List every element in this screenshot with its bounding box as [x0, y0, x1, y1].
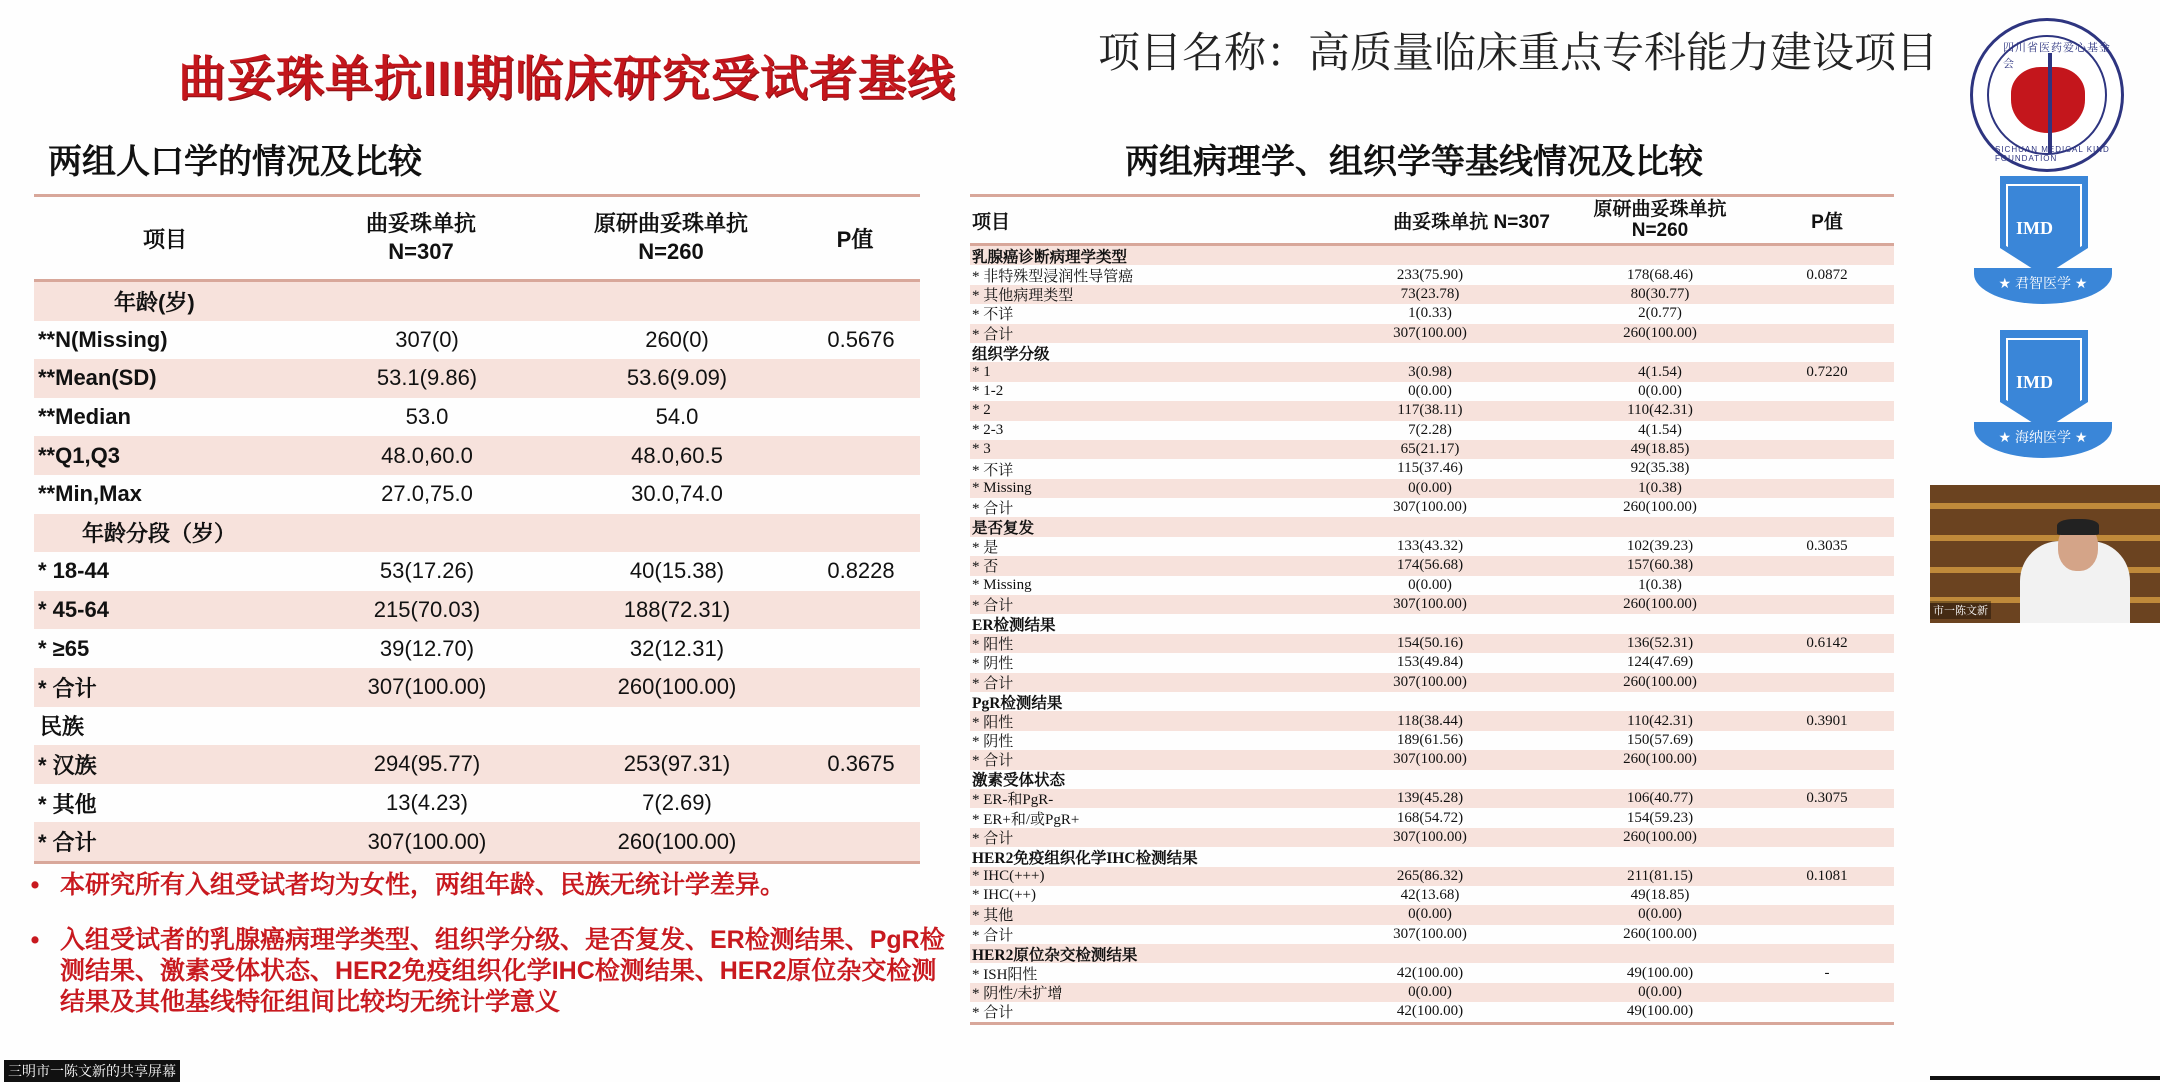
table-row: [34, 745, 920, 784]
p-value: 0.1081: [1806, 867, 1848, 884]
test-group-value: 307(100.00): [1393, 828, 1467, 845]
test-group-value: 39(12.70): [379, 635, 475, 661]
test-group-value: 53.1(9.86): [376, 365, 478, 391]
presenter-webcam-video[interactable]: [1930, 485, 2160, 623]
row-label: * 阳性: [972, 714, 1014, 731]
reference-group-value: 150(57.69): [1626, 731, 1694, 748]
demographics-table-body: [34, 282, 920, 861]
reference-group-value: 32(12.31): [629, 635, 725, 661]
table-row: [970, 905, 1894, 924]
test-group-value: 154(50.16): [1396, 635, 1464, 651]
test-group-value: 265(86.32): [1396, 867, 1464, 884]
row-label: * 不详: [972, 462, 1014, 479]
table-group-row: [970, 770, 1894, 789]
table-row: [34, 398, 920, 437]
test-group-value: 215(70.03): [373, 597, 481, 623]
row-label: * 2-3: [972, 421, 1004, 438]
row-label: 年龄分段（岁）: [82, 521, 237, 547]
row-label: * 合计: [38, 830, 97, 856]
bullet-item: • 本研究所有入组受试者均为女性，两组年龄、民族无统计学差异。: [10, 870, 960, 901]
table-row: [970, 324, 1894, 343]
test-group-value: 42(13.68): [1400, 887, 1460, 904]
reference-group-value: 157(60.38): [1626, 557, 1694, 574]
row-label: * ER+和/或PgR+: [972, 811, 1080, 828]
reference-group-value: 124(47.69): [1626, 654, 1694, 671]
bullet-dot-icon: •: [30, 926, 40, 954]
table-row: [970, 711, 1894, 730]
test-group-value: 48.0,60.0: [381, 442, 473, 468]
p-value: -: [1824, 964, 1830, 981]
row-label: **N(Missing): [38, 326, 168, 352]
conclusion-bullets: [10, 870, 960, 1042]
row-label: * 3: [972, 441, 991, 458]
test-group-value: 307(100.00): [1393, 324, 1467, 341]
reference-group-value: 0(0.00): [1638, 382, 1682, 399]
reference-group-value: 49(18.85): [1630, 441, 1690, 458]
header-test-group: 曲妥珠单抗 N=307: [365, 211, 476, 264]
row-label: * IHC(+++): [972, 867, 1045, 884]
row-label: ER检测结果: [972, 617, 1056, 635]
screen-share-label: 三明市一陈文新的共享屏幕: [4, 1060, 180, 1082]
webcam-name-label: 市一陈文新: [1930, 601, 1991, 619]
bullet-item: • 入组受试者的乳腺癌病理学类型、组织学分级、是否复发、ER检测结果、PgR检测结果、激素受体状态、HER2免疫组织化学IHC检测结果、HER2原位杂交检测结果及其他基线特征组间比较均无统计学意义: [10, 925, 960, 1018]
table-group-row: [970, 343, 1894, 362]
reference-group-value: 260(100.00): [1623, 324, 1697, 341]
row-label: * Missing: [972, 479, 1032, 496]
table-group-row: [970, 692, 1894, 711]
row-label: **Median: [38, 404, 131, 430]
row-label: * 阴性/未扩增: [972, 986, 1063, 1003]
test-group-value: 42(100.00): [1396, 1003, 1464, 1020]
reference-group-value: 4(1.54): [1638, 363, 1682, 380]
table-row: [970, 498, 1894, 517]
test-group-value: 133(43.32): [1396, 538, 1464, 555]
row-label: * 阴性: [972, 656, 1014, 673]
test-group-value: 13(4.23): [386, 790, 468, 816]
table-group-row: [34, 514, 920, 553]
p-value: 0.3675: [827, 751, 895, 777]
demographics-section-title: 两组人口学的情况及比较: [48, 143, 422, 181]
header-item: 项目: [972, 211, 1011, 233]
row-label: * 合计: [972, 753, 1014, 770]
table-row: [970, 750, 1894, 769]
test-group-value: 1(0.33): [1408, 305, 1452, 322]
row-label: **Mean(SD): [38, 365, 157, 391]
reference-group-value: 110(42.31): [1627, 402, 1693, 419]
table-row: [970, 285, 1894, 304]
table-row: [34, 359, 920, 398]
header-test-group: 曲妥珠单抗 N=307: [1393, 211, 1550, 233]
reference-group-value: 49(100.00): [1626, 964, 1694, 981]
reference-group-value: 49(18.85): [1630, 887, 1690, 904]
test-group-value: 307(100.00): [1393, 751, 1467, 768]
reference-group-value: 30.0,74.0: [631, 481, 723, 507]
bullet-dot-icon: •: [30, 871, 40, 899]
table-row: [970, 634, 1894, 653]
p-value: 0.0872: [1806, 266, 1848, 283]
reference-group-value: 253(97.31): [623, 751, 731, 777]
reference-group-value: 154(59.23): [1626, 809, 1694, 826]
table-header-row: [34, 197, 920, 279]
test-group-value: 0(0.00): [1408, 382, 1452, 399]
header-reference-group: 原研曲妥珠单抗 N=260: [1593, 199, 1727, 241]
reference-group-value: 0(0.00): [1638, 984, 1682, 1001]
row-label: * 阳性: [972, 637, 1014, 654]
table-row: [970, 595, 1894, 614]
test-group-value: 174(56.68): [1396, 557, 1464, 574]
row-label: HER2免疫组织化学IHC检测结果: [972, 849, 1198, 867]
table-row: [34, 552, 920, 591]
reference-group-value: 40(15.38): [629, 558, 725, 584]
table-row: [970, 459, 1894, 478]
row-label: * 合计: [972, 326, 1014, 343]
row-label: * 合计: [972, 501, 1014, 518]
p-value: 0.5676: [827, 326, 895, 352]
row-label: * ER-和PgR-: [972, 792, 1054, 809]
row-label: HER2原位杂交检测结果: [972, 946, 1138, 964]
row-label: * 其他病理类型: [972, 287, 1074, 304]
test-group-value: 307(0): [395, 326, 459, 352]
reference-group-value: 260(100.00): [1623, 596, 1697, 613]
table-row: [970, 576, 1894, 595]
reference-group-value: 260(0): [645, 326, 709, 352]
header-reference-group: 原研曲妥珠单抗 N=260: [593, 211, 748, 264]
table-group-row: [970, 246, 1894, 265]
reference-group-value: 53.6(9.09): [626, 365, 728, 391]
row-label: * 合计: [972, 830, 1014, 847]
test-group-value: 0(0.00): [1408, 576, 1452, 593]
row-label: 乳腺癌诊断病理学类型: [972, 248, 1128, 266]
row-label: **Min,Max: [38, 481, 142, 507]
table-row: [34, 321, 920, 360]
test-group-value: 189(61.56): [1396, 731, 1464, 748]
test-group-value: 65(21.17): [1400, 441, 1460, 458]
row-label: * 其他: [38, 791, 97, 817]
table-group-row: [970, 614, 1894, 633]
table-row: [34, 591, 920, 630]
table-row: [970, 440, 1894, 459]
reference-group-value: 260(100.00): [617, 674, 737, 700]
row-label: * ISH阳性: [972, 966, 1038, 983]
test-group-value: 139(45.28): [1396, 790, 1464, 807]
table-row: [970, 265, 1894, 284]
table-group-row: [34, 282, 920, 321]
test-group-value: 307(100.00): [367, 674, 487, 700]
row-label: * 1-2: [972, 382, 1004, 399]
slide-title: 曲妥珠单抗III期临床研究受试者基线: [178, 53, 957, 106]
pathology-table-body: [970, 246, 1894, 1022]
reference-group-value: 260(100.00): [617, 828, 737, 854]
table-row: [970, 362, 1894, 381]
sichuan-foundation-logo: 四川省医药爱心基金会 SICHUAN MEDICAL KIND FOUNDATION: [1970, 18, 2124, 172]
test-group-value: 27.0,75.0: [381, 481, 473, 507]
reference-group-value: 49(100.00): [1626, 1003, 1694, 1020]
table-group-row: [970, 517, 1894, 536]
table-row: [34, 668, 920, 707]
test-group-value: 233(75.90): [1396, 266, 1464, 283]
test-group-value: 0(0.00): [1408, 984, 1452, 1001]
row-label: * IHC(++): [972, 887, 1036, 904]
reference-group-value: 80(30.77): [1630, 285, 1690, 302]
reference-group-value: 211(81.15): [1627, 867, 1693, 884]
test-group-value: 53(17.26): [379, 558, 475, 584]
table-row: [34, 436, 920, 475]
table-bottom-rule: [34, 861, 920, 864]
test-group-value: 0(0.00): [1408, 479, 1452, 496]
row-label: * 阴性: [972, 733, 1014, 750]
test-group-value: 294(95.77): [373, 751, 481, 777]
table-row: [970, 537, 1894, 556]
row-label: PgR检测结果: [972, 694, 1063, 712]
reference-group-value: 0(0.00): [1638, 906, 1682, 923]
table-row: [970, 963, 1894, 982]
table-row: [34, 629, 920, 668]
table-header-row: [970, 197, 1894, 243]
row-label: **Q1,Q3: [38, 442, 120, 468]
test-group-value: 307(100.00): [1393, 499, 1467, 516]
table-row: [970, 556, 1894, 575]
row-label: * 否: [972, 559, 999, 576]
test-group-value: 73(23.78): [1400, 285, 1460, 302]
table-group-row: [34, 707, 920, 746]
reference-group-value: 188(72.31): [623, 597, 731, 623]
table-row: [970, 983, 1894, 1002]
imd-haina-logo: IMD ★ 海纳医学 ★: [1968, 330, 2118, 476]
test-group-value: 307(100.00): [367, 828, 487, 854]
test-group-value: 307(100.00): [1393, 596, 1467, 613]
table-row: [970, 382, 1894, 401]
p-value: 0.8228: [827, 558, 895, 584]
table-row: [970, 653, 1894, 672]
reference-group-value: 92(35.38): [1630, 460, 1690, 477]
row-label: * 非特殊型浸润性导管癌: [972, 268, 1134, 285]
ribbon-banner: ★ 君智医学 ★: [1974, 268, 2112, 304]
reference-group-value: 178(68.46): [1626, 266, 1694, 283]
reference-group-value: 7(2.69): [642, 790, 712, 816]
table-group-row: [970, 944, 1894, 963]
table-group-row: [970, 847, 1894, 866]
p-value: 0.3035: [1806, 538, 1848, 555]
test-group-value: 7(2.28): [1408, 421, 1452, 438]
reference-group-value: 102(39.23): [1626, 538, 1694, 555]
pathology-table: [970, 194, 1894, 1025]
project-name: 项目名称：高质量临床重点专科能力建设项目: [1098, 29, 1939, 76]
reference-group-value: 110(42.31): [1627, 712, 1693, 729]
test-group-value: 118(38.44): [1397, 712, 1463, 729]
reference-group-value: 1(0.38): [1638, 576, 1682, 593]
row-label: 激素受体状态: [972, 772, 1066, 790]
p-value: 0.3901: [1806, 712, 1848, 729]
table-row: [34, 475, 920, 514]
row-label: 年龄(岁): [114, 289, 195, 315]
test-group-value: 0(0.00): [1408, 906, 1452, 923]
table-row: [970, 808, 1894, 827]
row-label: * 45-64: [38, 597, 109, 623]
table-row: [970, 828, 1894, 847]
row-label: * 1: [972, 363, 991, 380]
row-label: * 18-44: [38, 558, 109, 584]
reference-group-value: 136(52.31): [1626, 635, 1694, 651]
row-label: * 是: [972, 540, 999, 557]
ribbon-banner: ★ 海纳医学 ★: [1974, 422, 2112, 458]
reference-group-value: 260(100.00): [1623, 925, 1697, 942]
header-p-value: P值: [836, 226, 874, 252]
reference-group-value: 4(1.54): [1638, 421, 1682, 438]
header-p-value: P值: [1811, 211, 1843, 233]
table-row: [970, 925, 1894, 944]
table-row: [970, 421, 1894, 440]
reference-group-value: 54.0: [655, 404, 699, 430]
reference-group-value: 48.0,60.5: [631, 442, 723, 468]
reference-group-value: 2(0.77): [1638, 305, 1682, 322]
table-row: [970, 867, 1894, 886]
p-value: 0.7220: [1806, 363, 1848, 380]
p-value: 0.3075: [1806, 790, 1848, 807]
table-row: [34, 784, 920, 823]
row-label: * 合计: [972, 1005, 1014, 1022]
row-label: * 合计: [38, 675, 97, 701]
header-item: 项目: [142, 226, 187, 252]
demographics-table: [34, 194, 920, 864]
test-group-value: 307(100.00): [1393, 673, 1467, 690]
table-row: [970, 673, 1894, 692]
reference-group-value: 260(100.00): [1623, 499, 1697, 516]
table-row: [970, 886, 1894, 905]
table-row: [970, 401, 1894, 420]
row-label: * 2: [972, 402, 991, 419]
pathology-section-title: 两组病理学、组织学等基线情况及比较: [1125, 143, 1703, 181]
test-group-value: 42(100.00): [1396, 964, 1464, 981]
row-label: * 汉族: [38, 752, 97, 778]
test-group-value: 153(49.84): [1396, 654, 1464, 671]
bottom-toolbar-edge: [1930, 1076, 2160, 1080]
row-label: 民族: [40, 714, 85, 740]
row-label: * 合计: [972, 675, 1014, 692]
row-label: * 其他: [972, 908, 1014, 925]
test-group-value: 117(38.11): [1397, 402, 1463, 419]
table-row: [34, 822, 920, 861]
reference-group-value: 106(40.77): [1626, 790, 1694, 807]
table-row: [970, 479, 1894, 498]
imd-junzhi-logo: IMD ★ 君智医学 ★: [1968, 176, 2118, 322]
p-value: 0.6142: [1806, 635, 1848, 651]
table-row: [970, 789, 1894, 808]
test-group-value: 3(0.98): [1408, 363, 1452, 380]
row-label: 是否复发: [972, 520, 1035, 538]
test-group-value: 168(54.72): [1396, 809, 1464, 826]
row-label: * 合计: [972, 598, 1014, 615]
table-row: [970, 731, 1894, 750]
row-label: * ≥65: [38, 635, 90, 661]
row-label: * Missing: [972, 576, 1032, 593]
reference-group-value: 260(100.00): [1623, 751, 1697, 768]
row-label: * 合计: [972, 927, 1014, 944]
test-group-value: 115(37.46): [1397, 460, 1463, 477]
test-group-value: 53.0: [405, 404, 449, 430]
test-group-value: 307(100.00): [1393, 925, 1467, 942]
reference-group-value: 1(0.38): [1638, 479, 1682, 496]
reference-group-value: 260(100.00): [1623, 828, 1697, 845]
row-label: 组织学分级: [972, 345, 1050, 363]
table-row: [970, 1002, 1894, 1021]
row-label: * 不详: [972, 307, 1014, 324]
reference-group-value: 260(100.00): [1623, 673, 1697, 690]
table-row: [970, 304, 1894, 323]
